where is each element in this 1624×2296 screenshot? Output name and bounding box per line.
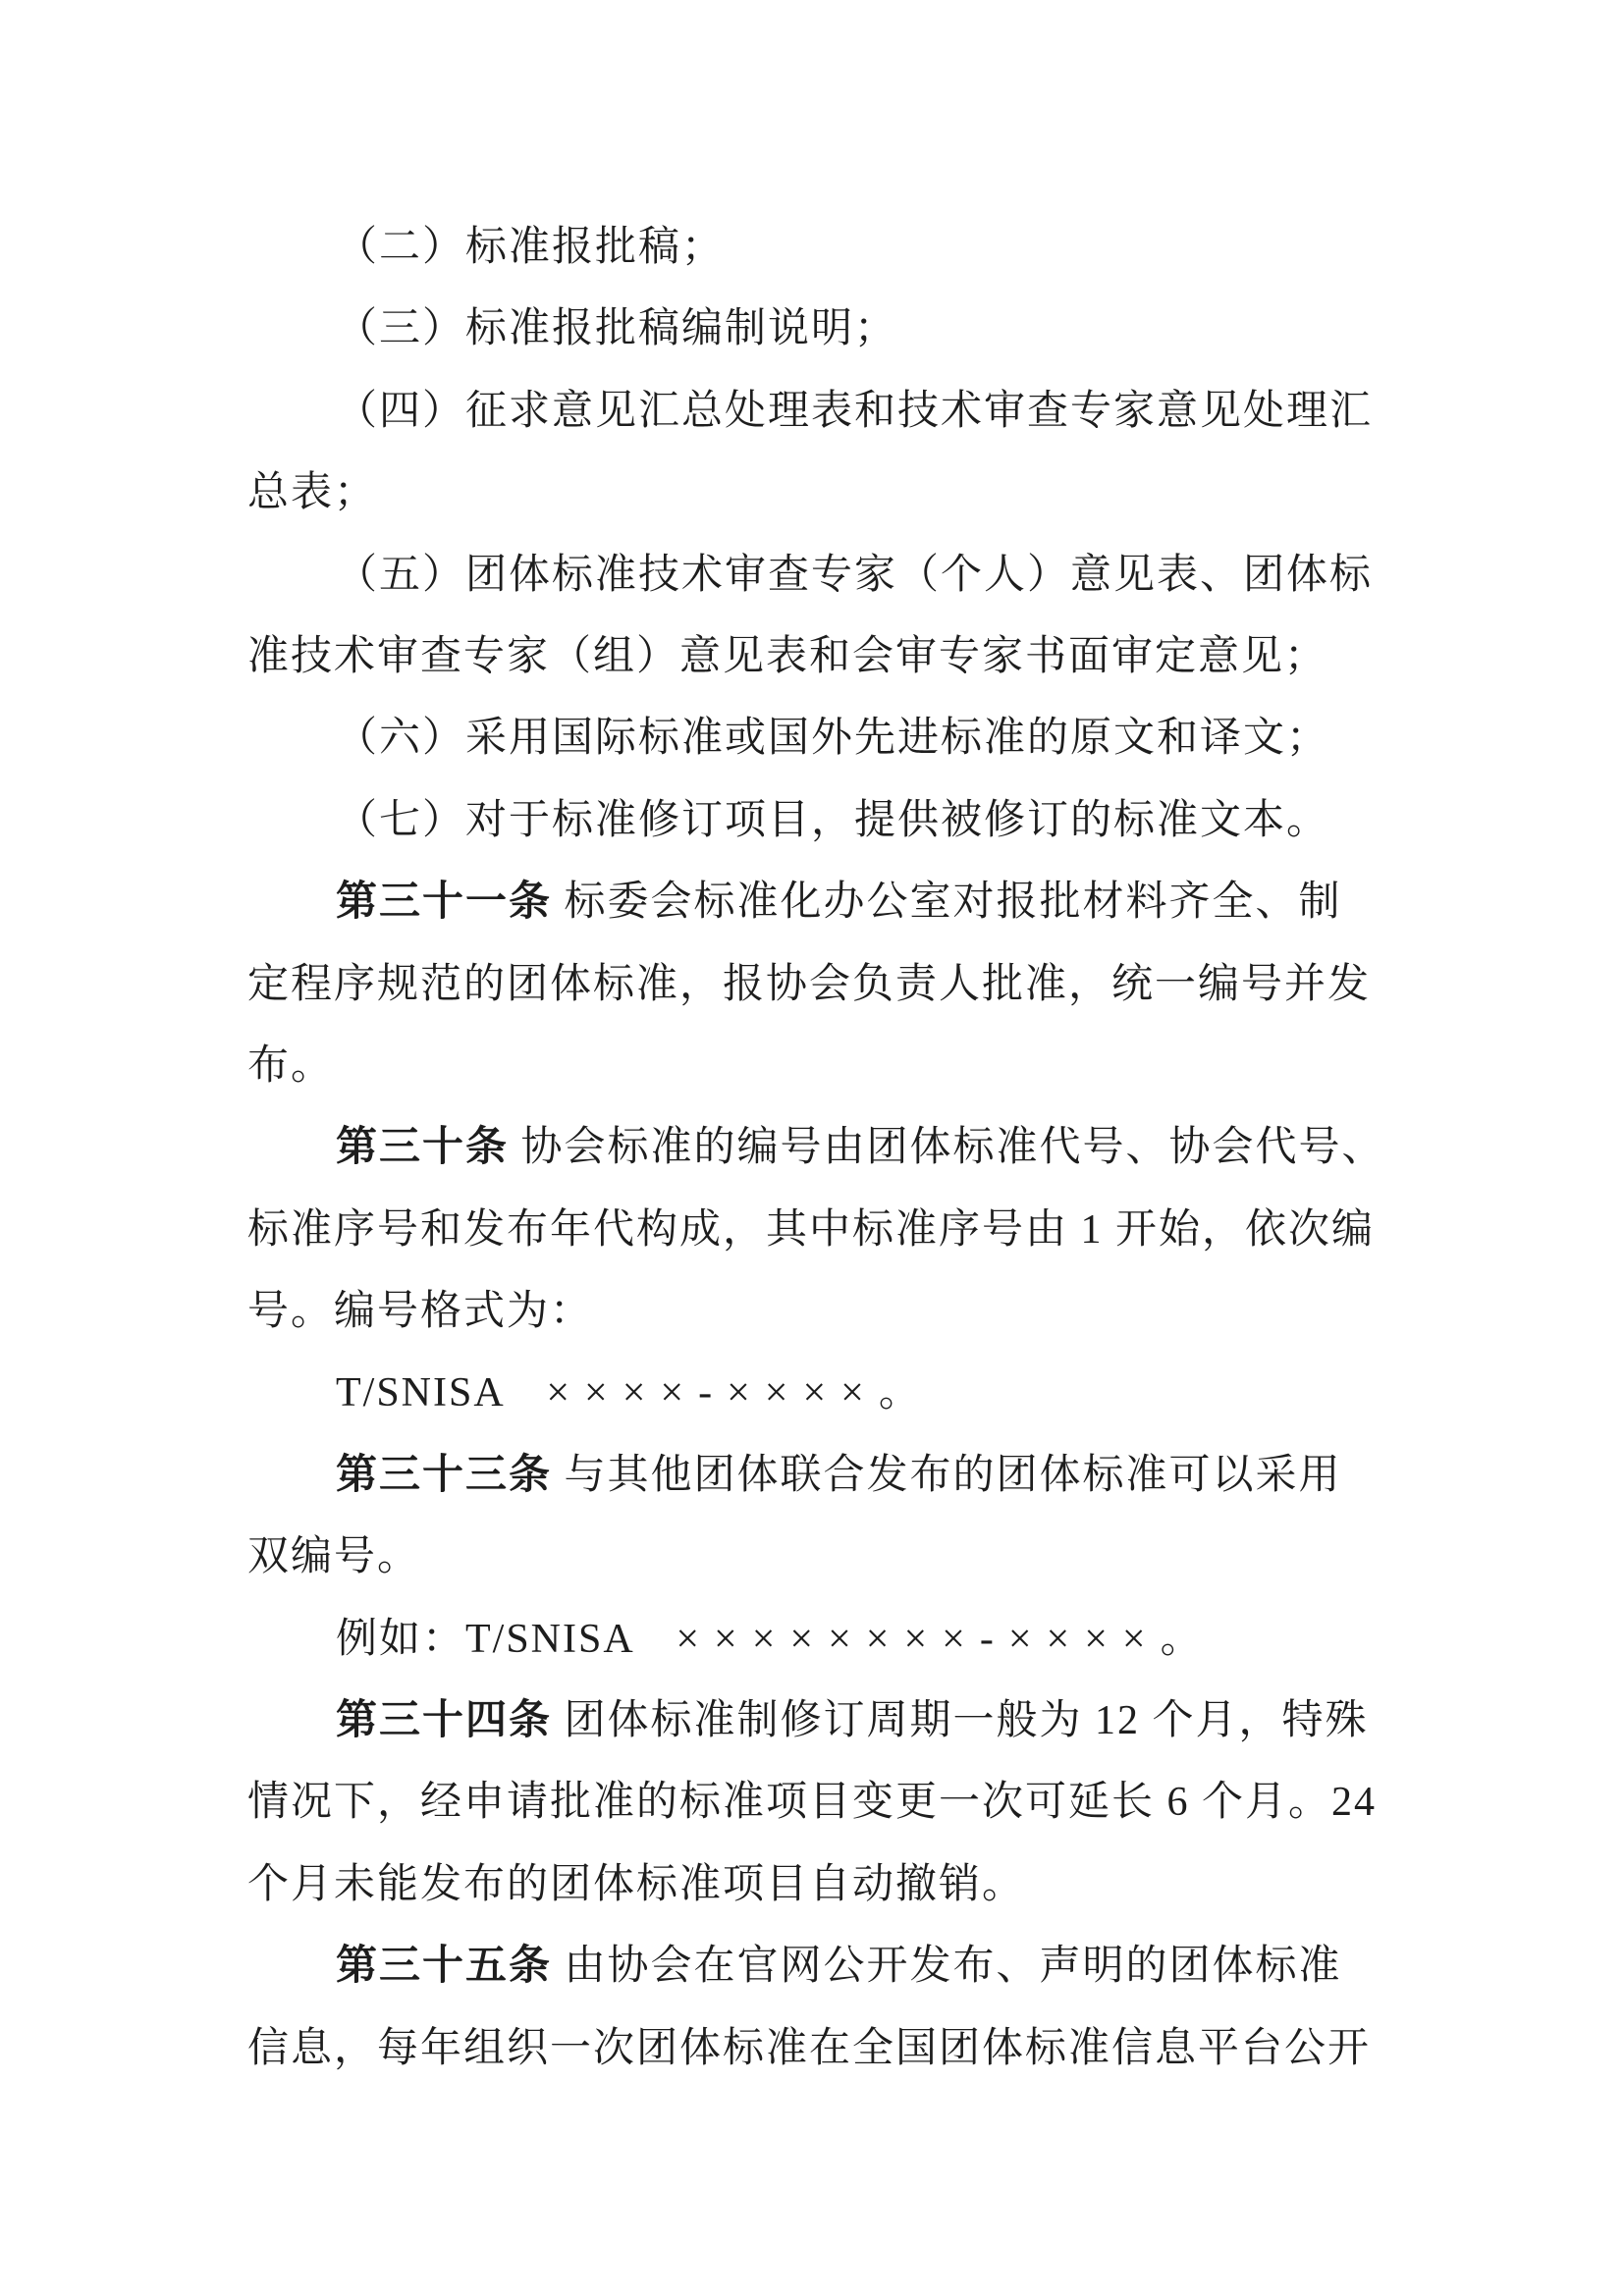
- text-segment: 总表；: [247, 470, 378, 516]
- text-segment: 布。: [247, 1042, 335, 1089]
- text-segment: ××××-××××: [546, 1370, 879, 1416]
- text-segment: 双编号。: [247, 1534, 421, 1580]
- text-segment: 。: [878, 1370, 922, 1416]
- document-body: [247, 207, 1386, 2090]
- text-segment: 团体标准制修订周期一般为 12 个月，特殊: [552, 1698, 1369, 1744]
- text-segment: 信息，每年组织一次团体标准在全国团体标准信息平台公开: [247, 2025, 1372, 2071]
- text-segment: 。: [1160, 1616, 1204, 1662]
- text-line: [247, 1190, 1386, 1271]
- text-segment: 标委会标准化办公室对报批材料齐全、制: [552, 880, 1342, 926]
- text-segment: 由协会在官网公开发布、声明的团体标准: [552, 1944, 1342, 1990]
- text-line: [247, 1107, 1386, 1189]
- text-segment: （七）对于标准修订项目，提供被修订的标准文本。: [336, 797, 1330, 843]
- text-segment: 与其他团体联合发布的团体标准可以采用: [552, 1452, 1342, 1498]
- text-line: [247, 207, 1386, 289]
- text-line: [247, 616, 1386, 698]
- text-segment: 准技术审查专家（组）意见表和会审专家书面审定意见；: [247, 633, 1328, 679]
- text-line: [247, 371, 1386, 453]
- text-line: [247, 1026, 1386, 1107]
- text-segment: 例如：T/SNISA: [336, 1616, 677, 1662]
- text-segment: ××××××××-××××: [676, 1616, 1161, 1662]
- text-segment: （五）团体标准技术审查专家（个人）意见表、团体标: [336, 552, 1374, 598]
- text-line: [247, 2008, 1386, 2090]
- text-line: [247, 1517, 1386, 1598]
- text-line: [247, 780, 1386, 862]
- text-line: [247, 944, 1386, 1026]
- text-segment: 个月未能发布的团体标准项目自动撤销。: [247, 1861, 1026, 1907]
- article-number: 第三十三条: [336, 1452, 553, 1498]
- text-segment: T/SNISA: [336, 1370, 547, 1416]
- text-line: [247, 1762, 1386, 1843]
- text-segment: 号。编号格式为：: [247, 1289, 594, 1335]
- text-segment: 定程序规范的团体标准，报协会负责人批准，统一编号并发: [247, 961, 1372, 1007]
- text-segment: 标准序号和发布年代构成，其中标准序号由 1 开始，依次编: [247, 1206, 1376, 1253]
- text-line: [247, 535, 1386, 616]
- text-line: [247, 862, 1386, 943]
- text-segment: 协会标准的编号由团体标准代号、协会代号、: [509, 1125, 1385, 1171]
- text-line: [247, 1435, 1386, 1517]
- text-line: [247, 289, 1386, 370]
- article-number: 第三十一条: [336, 880, 553, 926]
- text-segment: （三）标准报批稿编制说明；: [336, 306, 898, 352]
- text-line: [247, 1271, 1386, 1353]
- article-number: 第三十条: [336, 1125, 510, 1171]
- text-line: [247, 453, 1386, 534]
- text-line: [247, 698, 1386, 779]
- text-segment: （二）标准报批稿；: [336, 225, 726, 270]
- text-line: [247, 1599, 1386, 1681]
- text-segment: （六）采用国际标准或国外先进标准的原文和译文；: [336, 716, 1330, 762]
- text-line: [247, 1844, 1386, 1926]
- text-line: [247, 1681, 1386, 1762]
- text-line: [247, 1926, 1386, 2007]
- article-number: 第三十五条: [336, 1944, 553, 1990]
- text-segment: （四）征求意见汇总处理表和技术审查专家意见处理汇: [336, 388, 1374, 434]
- article-number: 第三十四条: [336, 1698, 553, 1744]
- text-line: [247, 1353, 1386, 1434]
- text-segment: 情况下，经申请批准的标准项目变更一次可延长 6 个月。24: [247, 1780, 1378, 1826]
